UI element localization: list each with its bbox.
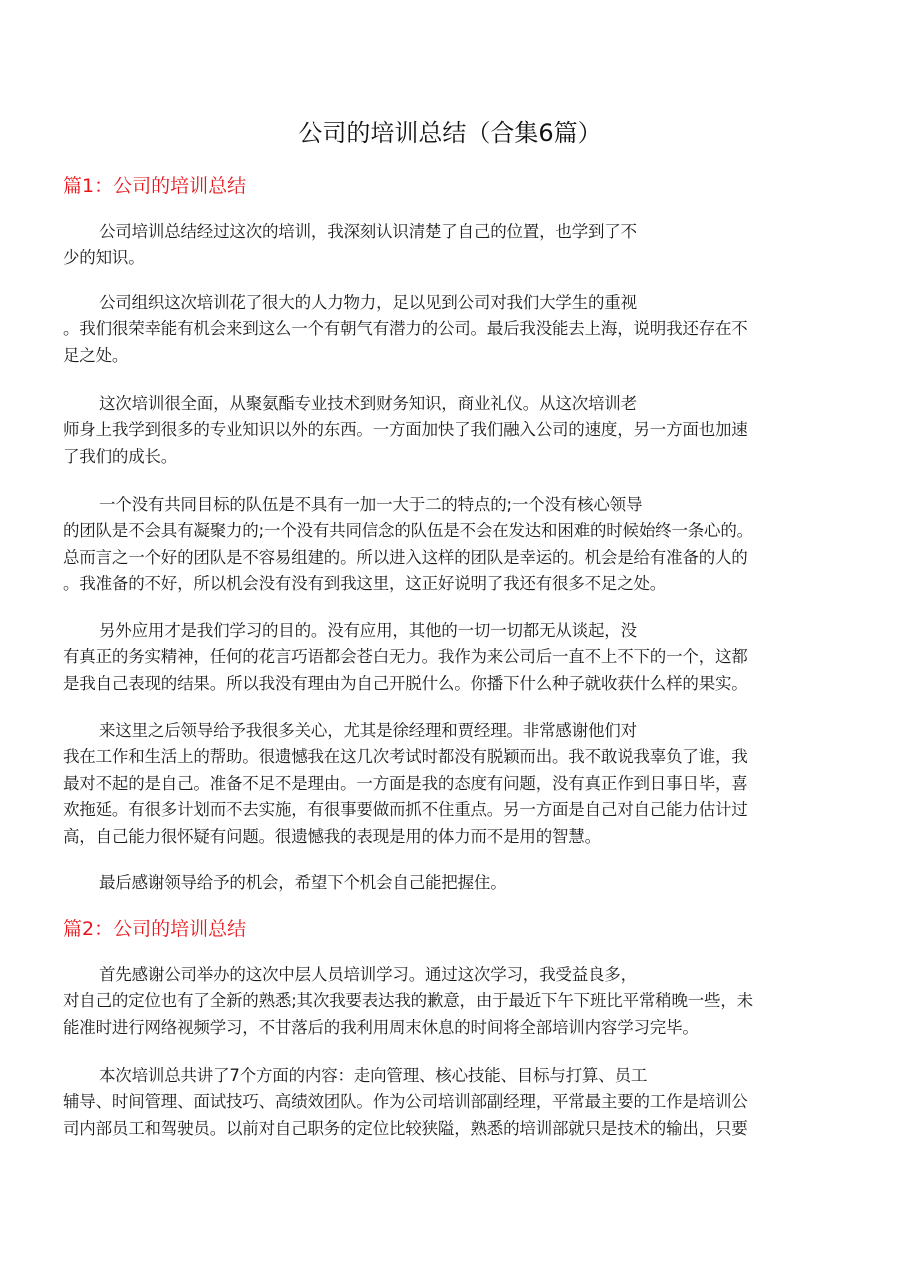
text-line: 首先感谢公司举办的这次中层人员培训学习。通过这次学习，我受益良多， [99, 965, 637, 984]
text-line: 公司培训总结经过这次的培训，我深刻认识清楚了自己的位置，也学到了不 [99, 222, 637, 241]
text-line: 这次培训很全面，从聚氨酯专业技术到财务知识，商业礼仪。从这次培训老 [99, 394, 637, 413]
paragraph [63, 219, 843, 272]
text-line: 了我们的成长。 [63, 446, 178, 466]
section-heading: 篇2：公司的培训总结 [63, 918, 247, 940]
text-line: 一个没有共同目标的队伍是不具有一加一大于二的特点的;一个没有核心领导 [99, 495, 643, 514]
section-heading: 篇1：公司的培训总结 [63, 175, 247, 197]
text-line: 少的知识。 [63, 248, 145, 268]
text-line: 。我们很荣幸能有机会来到这么一个有朝气有潜力的公司。最后我没能去上海，说明我还存在不 [63, 319, 748, 339]
paragraph [63, 962, 843, 1041]
text-line: 辅导、时间管理、面试技巧、高绩效团队。作为公司培训部副经理，平常最主要的工作是培训公 [63, 1092, 748, 1112]
text-line: 。我准备的不好，所以机会没有没有到我这里，这正好说明了我还有很多不足之处。 [63, 574, 667, 594]
text-line: 我在工作和生活上的帮助。很遗憾我在这几次考试时都没有脱颖而出。我不敢说我辜负了谁，我 [63, 747, 748, 767]
paragraph [63, 391, 843, 470]
text-line: 高，自己能力很怀疑有问题。很遗憾我的表现是用的体力而不是用的智慧。 [63, 826, 601, 846]
text-line: 对自己的定位也有了全新的熟悉;其次我要表达我的歉意，由于最近下午下班比平常稍晚一些，未 [63, 991, 753, 1011]
paragraph [63, 492, 843, 598]
text-line: 是我自己表现的结果。所以我没有理由为自己开脱什么。你播下什么种子就收获什么样的果实。 [63, 673, 748, 693]
text-line: 公司组织这次培训花了很大的人力物力，足以见到公司对我们大学生的重视 [99, 293, 637, 312]
text-line: 另外应用才是我们学习的目的。没有应用，其他的一切一切都无从谈起，没 [99, 621, 637, 640]
text-line: 司内部员工和驾驶员。以前对自己职务的定位比较狭隘，熟悉的培训部就只是技术的输出，只要 [63, 1118, 748, 1138]
document-title: 公司的培训总结（合集6篇） [298, 119, 602, 147]
paragraph [63, 870, 843, 896]
text-line: 能准时进行网络视频学习，不甘落后的我利用周末休息的时间将全部培训内容学习完毕。 [63, 1017, 699, 1037]
paragraph [63, 718, 843, 850]
paragraph [63, 1063, 843, 1142]
text-line: 有真正的务实精神，任何的花言巧语都会苍白无力。我作为来公司后一直不上不下的一个，这都 [63, 647, 748, 667]
text-line: 师身上我学到很多的专业知识以外的东西。一方面加快了我们融入公司的速度，另一方面也加速 [63, 420, 748, 440]
text-line: 足之处。 [63, 345, 129, 365]
text-line: 的团队是不会具有凝聚力的;一个没有共同信念的队伍是不会在发达和困难的时候始终一条心的。 [63, 521, 753, 541]
paragraph [63, 618, 843, 697]
text-line: 来这里之后领导给予我很多关心，尤其是徐经理和贾经理。非常感谢他们对 [99, 721, 637, 740]
text-line: 本次培训总共讲了7个方面的内容：走向管理、核心技能、目标与打算、员工 [99, 1066, 648, 1085]
text-line: 最对不起的是自己。准备不足不是理由。一方面是我的态度有问题，没有真正作到日事日毕，喜 [63, 773, 748, 793]
text-line: 总而言之一个好的团队是不容易组建的。所以进入这样的团队是幸运的。机会是给有准备的人的 [63, 547, 748, 567]
text-line: 欢拖延。有很多计划而不去实施，有很事要做而抓不住重点。另一方面是自己对自己能力估计过 [63, 800, 748, 820]
text-line: 最后感谢领导给予的机会，希望下个机会自己能把握住。 [99, 873, 507, 892]
paragraph [63, 290, 843, 369]
